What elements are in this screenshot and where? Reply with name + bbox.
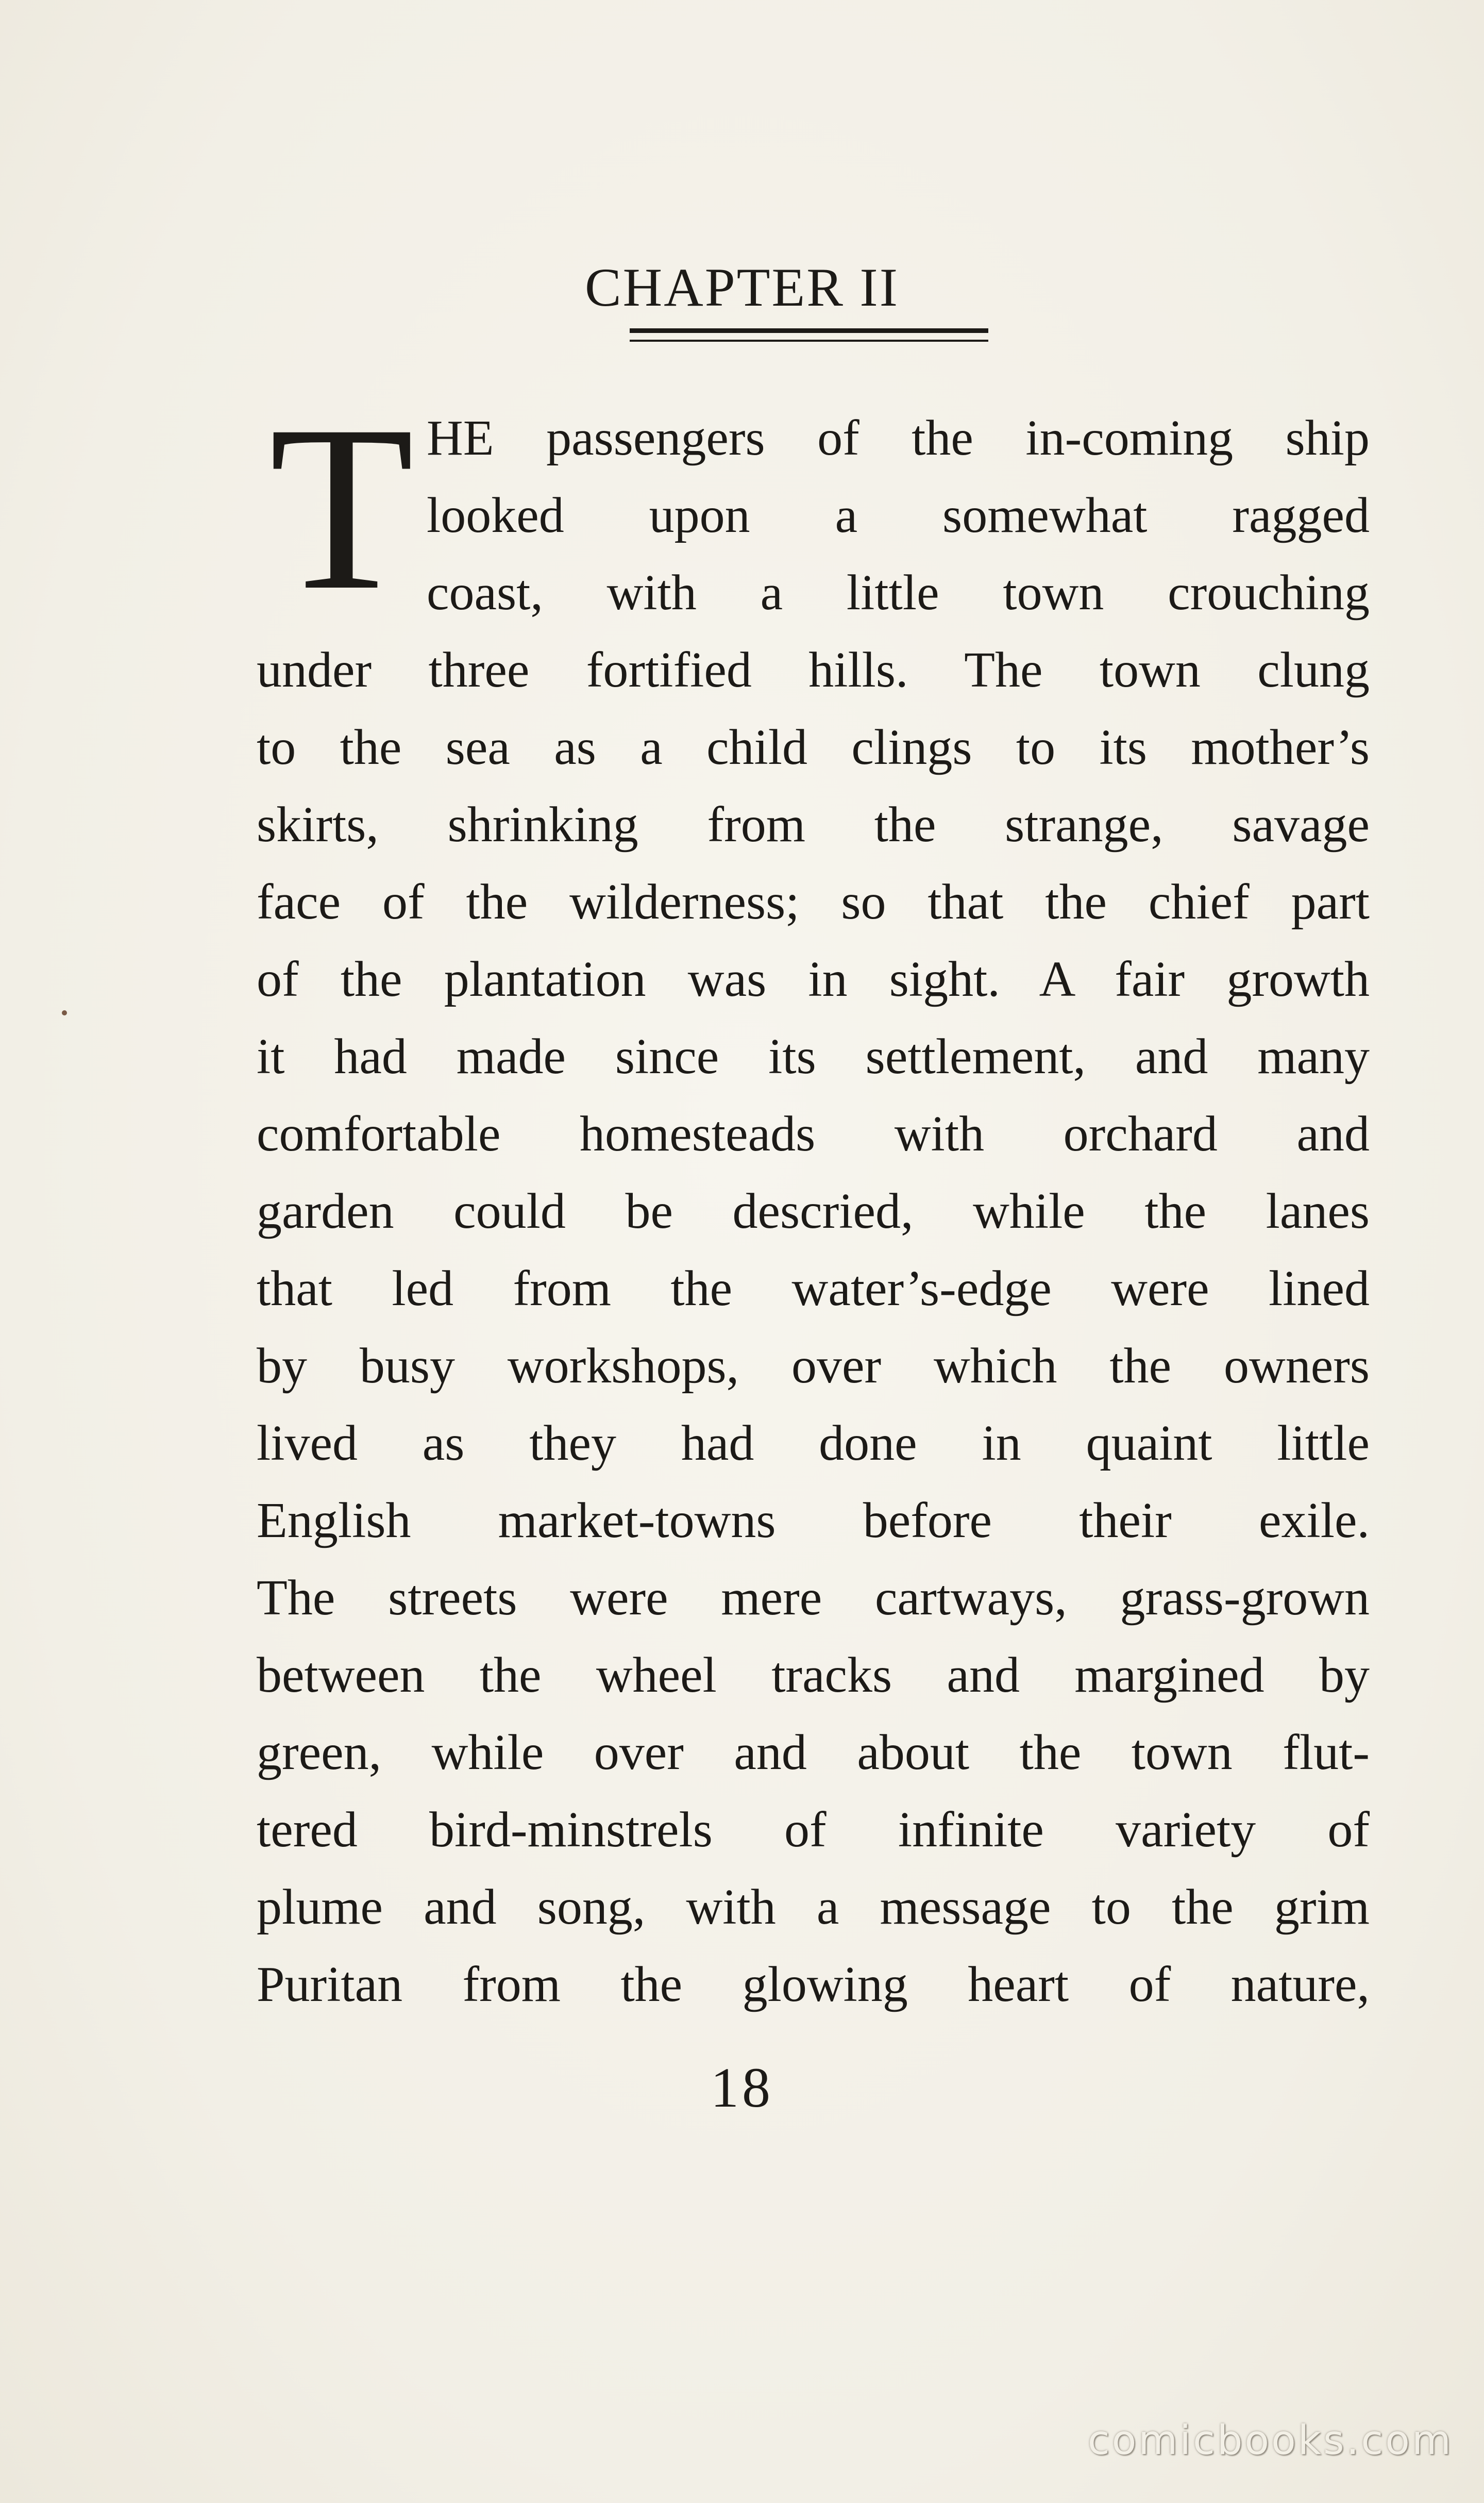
- text-line: that led from the water’s-edge were lined: [257, 1261, 1370, 1316]
- text-line: by busy workshops, over which the owners: [257, 1338, 1370, 1394]
- chapter-title: CHAPTER II: [584, 257, 900, 318]
- text-line: to the sea as a child clings to its mother’s: [257, 720, 1370, 775]
- text-line: comfortable homesteads with orchard and: [257, 1106, 1370, 1162]
- text-line: face of the wilderness; so that the chief part: [257, 874, 1370, 930]
- chapter-rule-thin: [630, 340, 988, 342]
- text-line: Puritan from the glowing heart of nature,: [257, 1957, 1370, 2012]
- text-line: tered bird-minstrels of infinite variety of: [257, 1802, 1370, 1858]
- page-number: 18: [711, 2056, 773, 2119]
- watermark-text: comicbooks.com: [1087, 2417, 1453, 2464]
- text-line: green, while over and about the town flut-: [257, 1725, 1370, 1780]
- text-line: it had made since its settlement, and many: [257, 1029, 1370, 1084]
- chapter-heading: [0, 257, 1484, 318]
- text-line: garden could be descried, while the lanes: [257, 1183, 1370, 1239]
- text-line: looked upon a somewhat ragged: [427, 488, 1370, 543]
- chapter-rule-thick: [630, 328, 988, 333]
- text-line: plume and song, with a message to the grim: [257, 1879, 1370, 1935]
- paper-speck: [62, 1010, 67, 1015]
- text-line: The streets were mere cartways, grass-grown: [257, 1570, 1370, 1626]
- text-line: English market-towns before their exile.: [257, 1493, 1370, 1548]
- text-line: coast, with a little town crouching: [427, 565, 1370, 621]
- text-line: between the wheel tracks and margined by: [257, 1647, 1370, 1703]
- text-line: HE passengers of the in-coming ship: [427, 410, 1370, 466]
- text-line: skirts, shrinking from the strange, savage: [257, 797, 1370, 853]
- text-line: under three fortified hills. The town clung: [257, 642, 1370, 698]
- drop-cap-letter: T: [269, 376, 414, 639]
- text-line: of the plantation was in sight. A fair growth: [257, 952, 1370, 1007]
- text-line: lived as they had done in quaint little: [257, 1415, 1370, 1471]
